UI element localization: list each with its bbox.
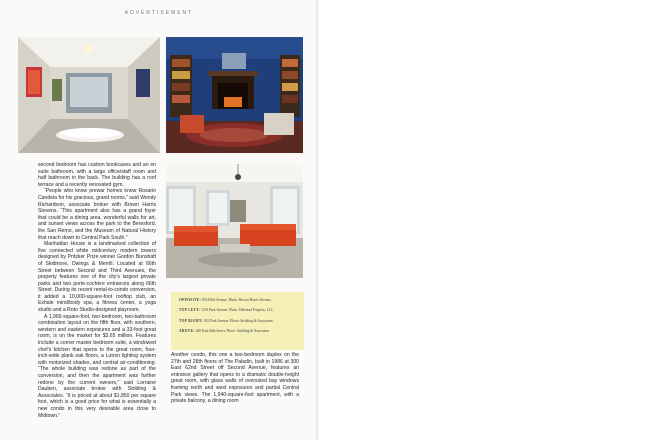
credit-label: TOP LEFT: <box>179 308 201 313</box>
photo-hallway-gallery <box>18 37 160 153</box>
credit-text: 1150 Park Avenue. Photo: Halstead Property, LLC <box>200 308 274 313</box>
credit-label: OPPOSITE: <box>179 298 202 302</box>
advertisement-header: ADVERTISEMENT <box>124 10 194 16</box>
credit-label: TOP RIGHT: <box>179 318 203 323</box>
credit-label: ABOVE: <box>179 329 195 334</box>
photo-credits-box <box>171 292 304 350</box>
paragraph: “People who know prewar homes know Rosario Candela for his gracious, grand rooms,” said Wendy Richardson, associate broker with Brown Harris Stevens. “This apartment also has a grand foyer that could be a dining area, wonderful walls for art, and sunset views across the park to the Beresford, the San Remo, and the Museum of Natural History that reach down to Central Park South.” <box>38 188 156 241</box>
credit-line <box>179 329 296 333</box>
credit-text: 955 Fifth Avenue. Photo: Brown Harris Stevens. <box>201 298 272 302</box>
photo-living-room-orange-sofa <box>166 164 303 278</box>
credit-text: 925 Park Avenue. Photo: Stribling & Associates. <box>203 318 274 323</box>
credit-line <box>179 319 296 323</box>
page-gutter <box>316 0 319 440</box>
paragraph: second bedroom has custom bookcases and an en suite bathroom, with a large office/staff room and half bathroom in the back. The building has a roof terrace and a recently renovated gym. <box>38 162 156 188</box>
credit-line <box>179 298 296 302</box>
credit-text: 200 East 66th Street. Photo: Stribling & Associates. <box>195 329 271 334</box>
paragraph: A 1,965-square-foot, two-bedroom, two-bathroom combination layout on the fifth floor, with southern, western and eastern exposures and a 33-foot great room, is on the market for $3.65 million. Features include a corner master bedroom suite, a windowed chef’s kitchen that opens to the great room, four-inch-wide plank oak floors, a Lutron lighting system with motorized shades, and central air-conditioning. “The whole building was redone as part of the conversion, and then the apartment was further redone by the current owners,” said Lorraine Dauben, associate broker with Stribling & Associates. “It is priced at about $1,850 per square foot, which is a good price for what is essentially a new condo in this very desirable area close to Midtown.” <box>38 313 156 419</box>
paragraph: Another condo, this one a two-bedroom duplex on the 27th and 28th floors of The Paladin, built in 1986 at 300 East 62nd Street off Second Avenue, features an entrance gallery that opens to a dramatic double-height great room, with glass walls of oversized bay windows framing north and west exposures and partial Central Park views. The 1,940-square-foot apartment, with a private balcony, a dining room <box>171 352 299 405</box>
article-column-right <box>171 352 299 405</box>
credit-line <box>179 308 296 312</box>
photo-blue-library <box>166 37 303 153</box>
article-column-left <box>38 162 156 419</box>
paragraph: Manhattan House is a landmarked collection of five connected white midcentury modern towers designed by Pritzker Prize winner Gordon Bunshaft of Skidmore, Owings & Merrill. Located at 66th Street between Second and Third Avenues, the property features one of the city’s largest private parks and two porte-cochère entrances along 66th Street. During its recent rental-to-condo conversion, it added a 10,000-square-foot rooftop club, an Exhale mind/body spa, a fitness center, a yoga studio and a Roto Studio-designed playroom. <box>38 241 156 314</box>
